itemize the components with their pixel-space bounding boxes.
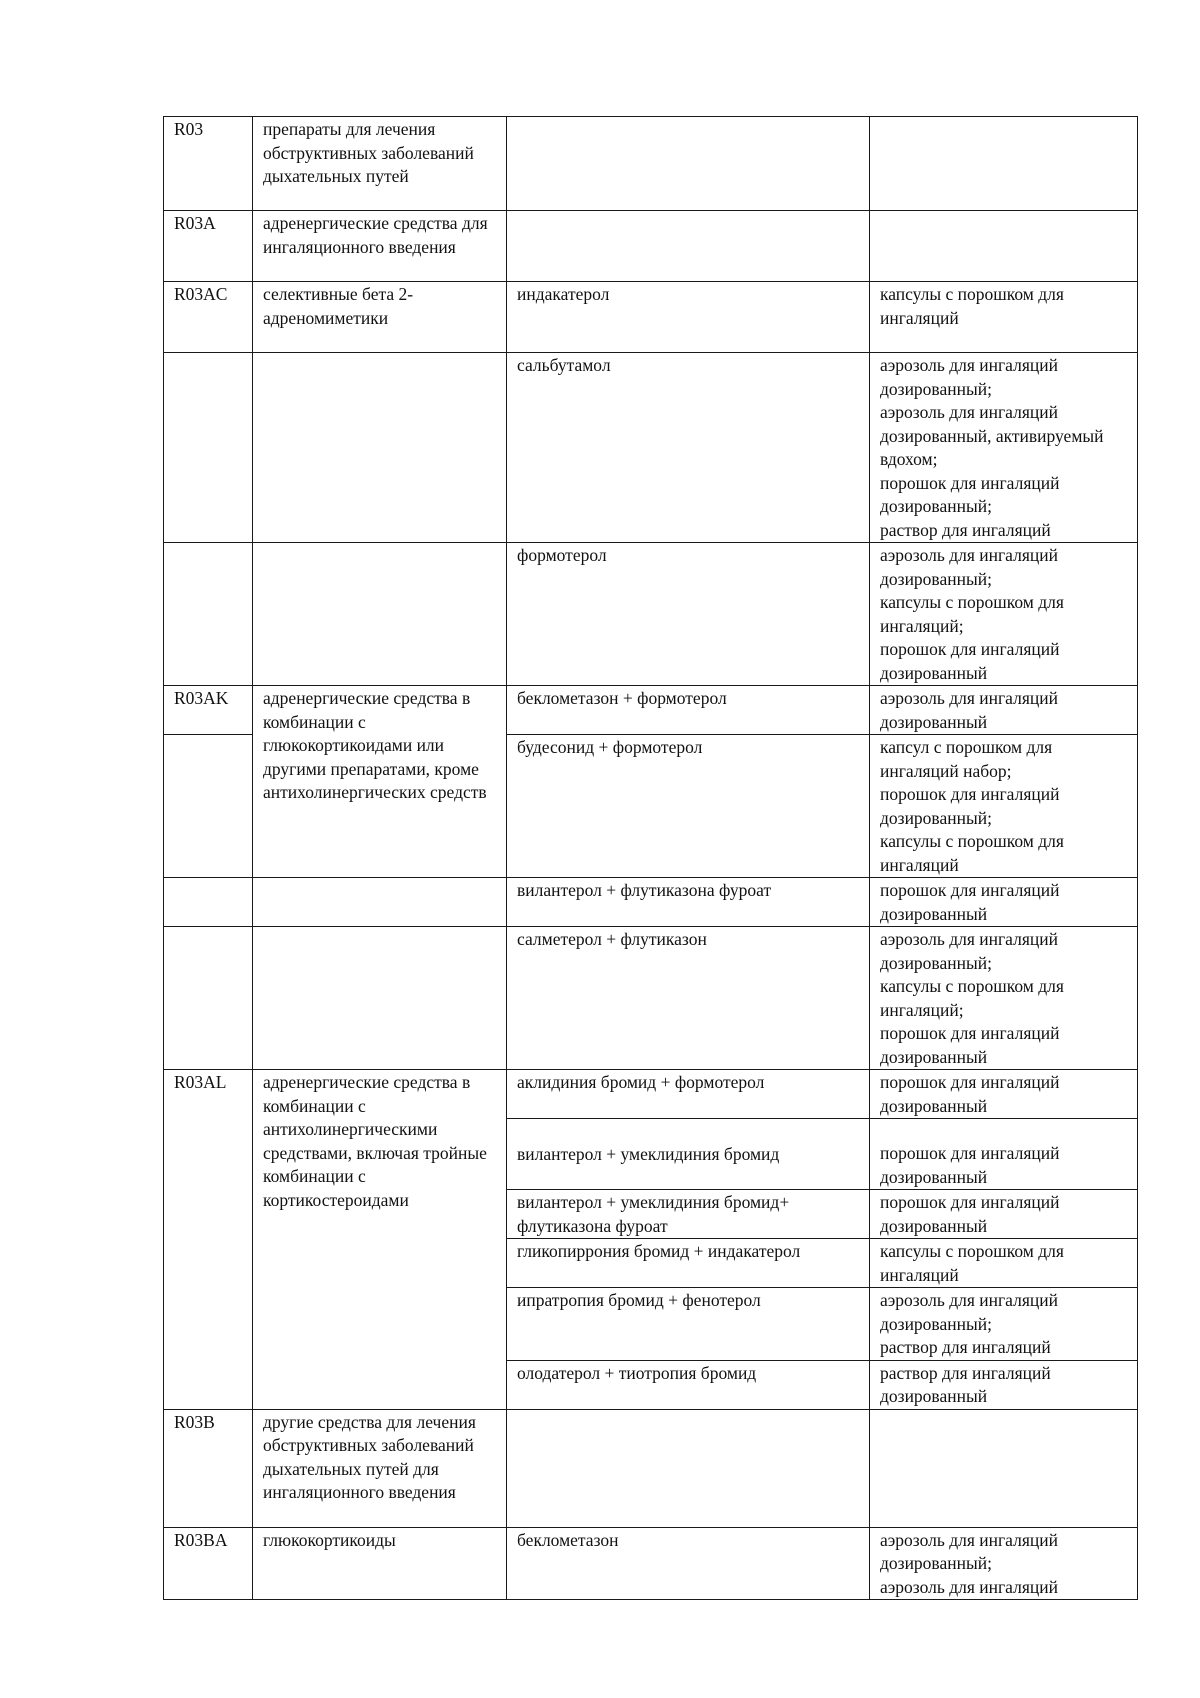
- dosage-form-line: аэрозоль для ингаляций дозированный: [880, 688, 1058, 732]
- dosage-form-cell: [870, 1288, 1138, 1361]
- table-row: [164, 353, 1138, 543]
- table-row: [164, 878, 1138, 927]
- atc-code-cell: R03AK: [164, 686, 253, 735]
- dosage-form-cell: [870, 927, 1138, 1070]
- dosage-form-line: капсулы с порошком для ингаляций;: [880, 592, 1064, 636]
- dosage-form-cell: [870, 1119, 1138, 1190]
- atc-code-cell: R03BA: [164, 1527, 253, 1600]
- dosage-form-cell: [870, 1239, 1138, 1288]
- table-row: [164, 1070, 1138, 1119]
- inn-cell: вилантерол + умеклидиния бромид: [507, 1119, 870, 1190]
- inn-cell: олодатерол + тиотропия бромид: [507, 1360, 870, 1409]
- group-name-cell: адренергические средства в комбинации с глюкокортикоидами или другими препаратами, кроме антихолинергических средств: [253, 686, 507, 878]
- dosage-form-cell: [870, 543, 1138, 686]
- group-name-cell: адренергические средства для ингаляционного введения: [253, 211, 507, 282]
- inn-cell: [507, 1409, 870, 1527]
- dosage-form-line: порошок для ингаляций дозированный: [880, 880, 1060, 924]
- dosage-form-line: аэрозоль для ингаляций дозированный;: [880, 1529, 1058, 1573]
- atc-code-cell: R03B: [164, 1409, 253, 1527]
- dosage-form-line: капсул с порошком для ингаляций набор;: [880, 737, 1053, 781]
- atc-code-cell: R03: [164, 117, 253, 211]
- atc-code-cell: [164, 927, 253, 1070]
- atc-code-cell: R03A: [164, 211, 253, 282]
- group-name-cell: другие средства для лечения обструктивных заболеваний дыхательных путей для ингаляционного введения: [253, 1409, 507, 1527]
- dosage-form-line: порошок для ингаляций дозированный: [880, 1143, 1060, 1187]
- table-row: [164, 927, 1138, 1070]
- inn-cell: ипратропия бромид + фенотерол: [507, 1288, 870, 1361]
- inn-cell: вилантерол + умеклидиния бромид+ флутиказона фуроат: [507, 1190, 870, 1239]
- atc-code-cell: R03AL: [164, 1070, 253, 1410]
- group-name-cell: [253, 878, 507, 927]
- dosage-form-line: аэрозоль для ингаляций: [880, 1576, 1058, 1597]
- dosage-form-line: капсулы с порошком для ингаляций: [880, 284, 1064, 328]
- dosage-form-cell: [870, 282, 1138, 353]
- dosage-form-line: капсулы с порошком для ингаляций;: [880, 976, 1064, 1020]
- dosage-form-cell: [870, 735, 1138, 878]
- dosage-form-cell: [870, 1409, 1138, 1527]
- table-row: [164, 282, 1138, 353]
- dosage-form-line: порошок для ингаляций дозированный: [880, 639, 1060, 683]
- group-name-cell: селективные бета 2-адреномиметики: [253, 282, 507, 353]
- atc-code-cell: [164, 543, 253, 686]
- group-name-cell: [253, 927, 507, 1070]
- group-name-cell: [253, 353, 507, 543]
- dosage-form-cell: [870, 211, 1138, 282]
- dosage-form-line: аэрозоль для ингаляций дозированный;: [880, 545, 1058, 589]
- dosage-form-line: аэрозоль для ингаляций дозированный;: [880, 355, 1058, 399]
- dosage-form-cell: [870, 117, 1138, 211]
- group-name-cell: [253, 543, 507, 686]
- dosage-form-line: порошок для ингаляций дозированный;: [880, 472, 1060, 516]
- dosage-form-cell: [870, 1527, 1138, 1600]
- dosage-form-line: порошок для ингаляций дозированный: [880, 1023, 1060, 1067]
- group-name-cell: адренергические средства в комбинации с антихолинергическими средствами, включая тройные комбинации с кортикостероидами: [253, 1070, 507, 1410]
- table-row: [164, 543, 1138, 686]
- inn-cell: [507, 117, 870, 211]
- atc-code-cell: [164, 353, 253, 543]
- group-name-cell: глюкокортикоиды: [253, 1527, 507, 1600]
- atc-code-cell: [164, 735, 253, 878]
- atc-code-cell: R03AC: [164, 282, 253, 353]
- inn-cell: будесонид + формотерол: [507, 735, 870, 878]
- dosage-form-line: порошок для ингаляций дозированный: [880, 1072, 1060, 1116]
- inn-cell: салметерол + флутиказон: [507, 927, 870, 1070]
- inn-cell: вилантерол + флутиказона фуроат: [507, 878, 870, 927]
- table-row: [164, 1409, 1138, 1527]
- dosage-form-line: капсулы с порошком для ингаляций: [880, 1241, 1064, 1285]
- dosage-form-line: аэрозоль для ингаляций дозированный;: [880, 929, 1058, 973]
- group-name-cell: препараты для лечения обструктивных заболеваний дыхательных путей: [253, 117, 507, 211]
- dosage-form-cell: [870, 686, 1138, 735]
- dosage-form-line: аэрозоль для ингаляций дозированный;: [880, 1290, 1058, 1334]
- dosage-form-cell: [870, 1360, 1138, 1409]
- table-row: [164, 211, 1138, 282]
- dosage-form-line: раствор для ингаляций: [880, 1337, 1051, 1357]
- dosage-form-line: раствор для ингаляций дозированный: [880, 1362, 1051, 1406]
- inn-cell: беклометазон: [507, 1527, 870, 1600]
- dosage-form-line: раствор для ингаляций: [880, 519, 1051, 540]
- inn-cell: формотерол: [507, 543, 870, 686]
- dosage-form-line: аэрозоль для ингаляций дозированный, активируемый вдохом;: [880, 402, 1104, 469]
- inn-cell: беклометазон + формотерол: [507, 686, 870, 735]
- dosage-form-line: порошок для ингаляций дозированный;: [880, 784, 1060, 828]
- inn-cell: аклидиния бромид + формотерол: [507, 1070, 870, 1119]
- atc-code-cell: [164, 878, 253, 927]
- inn-cell: сальбутамол: [507, 353, 870, 543]
- table-row: [164, 117, 1138, 211]
- dosage-form-cell: [870, 353, 1138, 543]
- dosage-form-line: порошок для ингаляций дозированный: [880, 1192, 1060, 1236]
- inn-cell: индакатерол: [507, 282, 870, 353]
- dosage-form-cell: [870, 878, 1138, 927]
- dosage-form-cell: [870, 1190, 1138, 1239]
- drug-table: [163, 116, 1138, 1600]
- inn-cell: [507, 211, 870, 282]
- inn-cell: гликопиррония бромид + индакатерол: [507, 1239, 870, 1288]
- dosage-form-cell: [870, 1070, 1138, 1119]
- table-row: [164, 1527, 1138, 1600]
- table-row: [164, 686, 1138, 735]
- dosage-form-line: капсулы с порошком для ингаляций: [880, 831, 1064, 875]
